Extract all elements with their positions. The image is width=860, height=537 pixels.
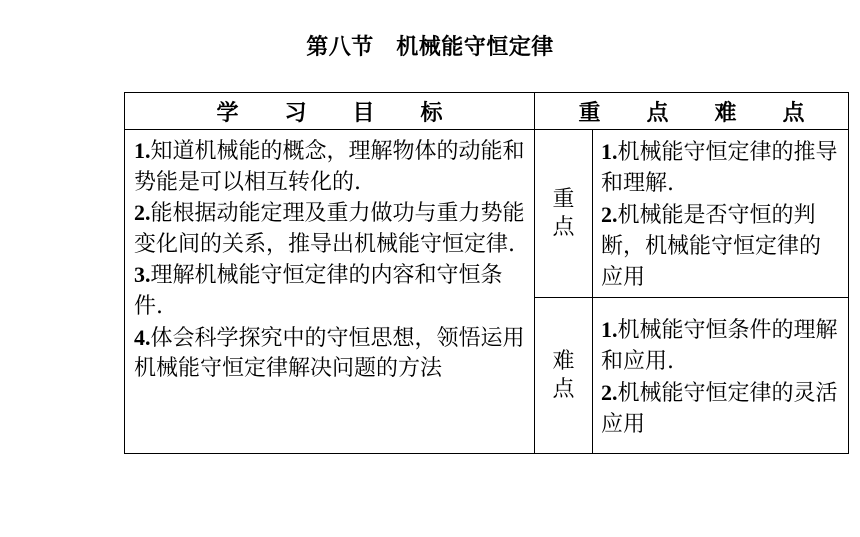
header-key-difficult-points xyxy=(535,93,849,130)
goal-item-4 xyxy=(134,323,526,385)
difficult-point-text: 机械能守恒条件的理解和应用. xyxy=(601,317,838,374)
key-point-number: 1. xyxy=(601,139,618,164)
difficult-points-cell xyxy=(593,298,849,454)
difficult-label-char: 难 xyxy=(552,348,575,374)
page-title: 第八节 机械能守恒定律 xyxy=(306,34,554,60)
key-label-char: 点 xyxy=(552,214,575,240)
goal-number: 3. xyxy=(134,262,151,288)
difficult-point-item-2 xyxy=(601,377,842,440)
difficult-label-char: 点 xyxy=(552,376,575,402)
goal-item-2 xyxy=(134,198,526,260)
goal-item-3 xyxy=(134,260,526,322)
goal-number: 4. xyxy=(134,324,151,350)
key-point-number: 2. xyxy=(601,202,618,227)
goal-number: 1. xyxy=(134,138,151,163)
goal-text: 体会科学探究中的守恒思想，领悟运用机械能守恒定律解决问题的方法 xyxy=(134,325,525,382)
difficult-points-label xyxy=(535,298,593,454)
key-point-item-2 xyxy=(601,199,842,293)
goal-item-1 xyxy=(134,136,526,198)
key-point-text: 机械能是否守恒的判断，机械能守恒定律的应用 xyxy=(601,203,822,290)
header-key-difficult-label: 重 点 难 点 xyxy=(578,99,817,126)
header-learning-goals xyxy=(125,93,535,130)
learning-goals-cell xyxy=(125,130,535,454)
key-points-cell xyxy=(593,130,849,298)
difficult-point-item-1 xyxy=(601,314,842,377)
key-points-label xyxy=(535,130,593,298)
objectives-table xyxy=(124,92,849,454)
header-learning-goals-label: 学 习 目 标 xyxy=(216,99,455,126)
goal-text: 知道机械能的概念，理解物体的动能和势能是可以相互转化的. xyxy=(134,139,525,195)
key-label-char: 重 xyxy=(552,186,575,212)
difficult-point-text: 机械能守恒定律的灵活应用 xyxy=(601,380,838,437)
goal-number: 2. xyxy=(134,200,151,226)
goal-text: 能根据动能定理及重力做功与重力势能变化间的关系，推导出机械能守恒定律. xyxy=(134,201,525,257)
difficult-point-number: 2. xyxy=(601,379,618,405)
goal-text: 理解机械能守恒定律的内容和守恒条件. xyxy=(134,263,503,319)
key-point-text: 机械能守恒定律的推导和理解. xyxy=(601,140,838,196)
key-point-item-1 xyxy=(601,136,842,199)
difficult-point-number: 1. xyxy=(601,316,618,342)
